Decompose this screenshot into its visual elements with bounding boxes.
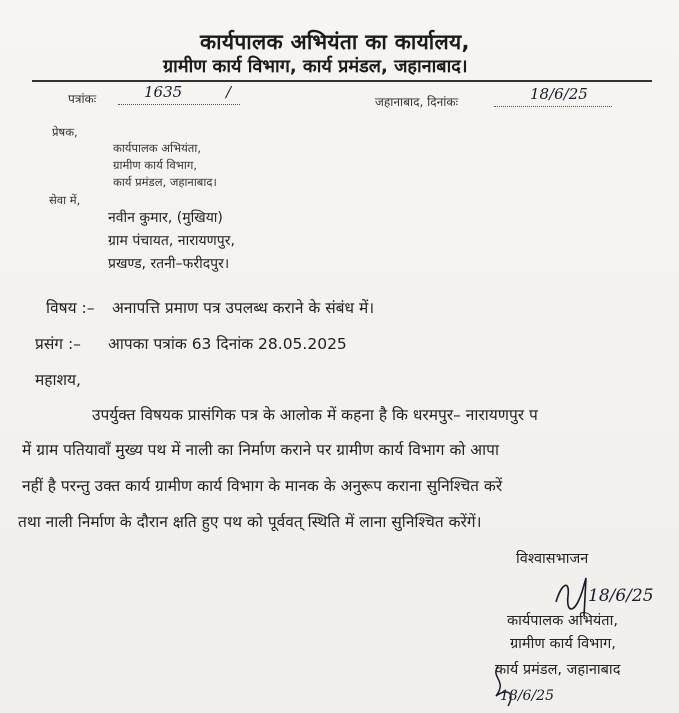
body-line-3: नहीं है परन्तु उक्त कार्य ग्रामीण कार्य विभाग के मानक के अनुरूप कराना सुनिश्चित करें (22, 477, 503, 495)
recipient-line-2: ग्राम पंचायत, नारायणपुर, (108, 233, 235, 249)
subject-label: विषय :– (46, 299, 95, 317)
letterhead-rule (32, 80, 652, 82)
patrank-value: 1635 (144, 83, 183, 101)
subject-text: अनापत्ति प्रमाण पत्र उपलब्ध कराने के संबंध में। (112, 299, 375, 317)
body-line-2: में ग्राम पतियावाँ मुख्य पथ में नाली का निर्माण कराने पर ग्रामीण कार्य विभाग को आपा (22, 441, 499, 459)
valediction: विश्वासभाजन (516, 551, 589, 567)
initial-date: 18/6/25 (500, 688, 554, 704)
body-line-4: तथा नाली निर्माण के दौरान क्षति हुए पथ को पूर्ववत् स्थिति में लाना सुनिश्चित करेंगें। (18, 513, 482, 531)
salutation: महाशय, (35, 371, 81, 389)
place-date-label: जहानाबाद, दिनांकः (375, 95, 459, 109)
patrank-slash: / (226, 83, 232, 101)
sign-department: ग्रामीण कार्य विभाग, (510, 636, 616, 652)
date-value: 18/6/25 (530, 85, 588, 103)
sign-designation: कार्यपालक अभियंता, (507, 613, 618, 629)
patrank-label: पत्रांकः (68, 92, 97, 106)
body-line-1: उपर्युक्त विषयक प्रासंगिक पत्र के आलोक में कहना है कि धरमपुर– नारायणपुर प (92, 406, 538, 424)
sender-line-3: कार्य प्रमंडल, जहानाबाद। (113, 175, 217, 189)
signature-date: 18/6/25 (588, 586, 654, 606)
date-field (494, 85, 612, 107)
sign-division: कार्य प्रमंडल, जहानाबाद (495, 662, 621, 678)
sender-label: प्रेषक, (52, 125, 78, 139)
sender-line-1: कार्यपालक अभियंता, (113, 141, 201, 155)
sender-line-2: ग्रामीण कार्य विभाग, (113, 158, 197, 172)
reference-text: आपका पत्रांक 63 दिनांक 28.05.2025 (108, 335, 347, 353)
letterhead-department: ग्रामीण कार्य विभाग, कार्य प्रमंडल, जहानाबाद। (163, 56, 468, 77)
patrank-field (118, 83, 240, 105)
recipient-line-3: प्रखण्ड, रतनी–फरीदपुर। (108, 256, 230, 272)
recipient-label: सेवा में, (49, 193, 81, 207)
recipient-line-1: नवीन कुमार, (मुखिया) (108, 210, 223, 226)
letterhead-office-title: कार्यपालक अभियंता का कार्यालय, (200, 30, 470, 54)
reference-label: प्रसंग :– (35, 335, 81, 353)
